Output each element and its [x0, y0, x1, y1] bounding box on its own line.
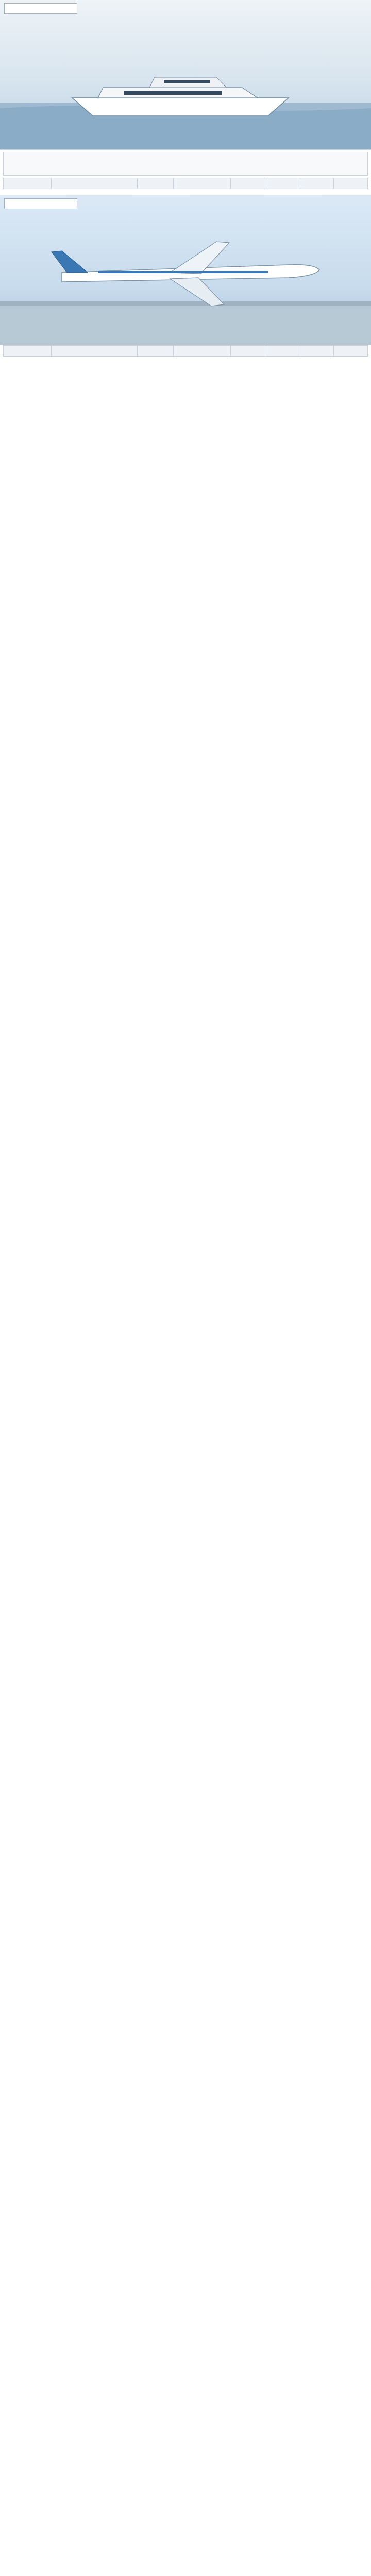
air-table-header-cell	[334, 346, 368, 357]
air-table-header-cell	[266, 346, 300, 357]
sea-table-header-cell	[51, 178, 137, 189]
boat-banner-illustration	[0, 0, 371, 149]
airplane-icon	[52, 242, 319, 306]
sea-table-header-cell	[300, 178, 334, 189]
air-table-header-row	[4, 346, 368, 357]
plane-banner-illustration	[0, 195, 371, 345]
air-table-header-cell	[230, 346, 266, 357]
air-section	[0, 195, 371, 357]
sea-table-header-cell	[137, 178, 173, 189]
sea-banner	[0, 0, 371, 150]
air-table-header-cell	[300, 346, 334, 357]
air-table-header-cell	[4, 346, 52, 357]
sea-table-header-row	[4, 178, 368, 189]
air-price-table	[3, 345, 368, 357]
sea-table-header-cell	[266, 178, 300, 189]
air-banner	[0, 195, 371, 345]
ferry-boat-icon	[72, 77, 289, 116]
air-banner-title	[4, 198, 77, 209]
sea-section	[0, 0, 371, 189]
sea-notice-text	[3, 152, 368, 176]
sea-table-header-cell	[334, 178, 368, 189]
sea-table-header-cell	[230, 178, 266, 189]
sea-banner-title	[4, 3, 77, 14]
air-table-header-cell	[51, 346, 137, 357]
air-table-header-cell	[173, 346, 230, 357]
sea-price-table	[3, 178, 368, 189]
sea-table-header-cell	[4, 178, 52, 189]
air-table-header-cell	[137, 346, 173, 357]
sea-table-header-cell	[173, 178, 230, 189]
